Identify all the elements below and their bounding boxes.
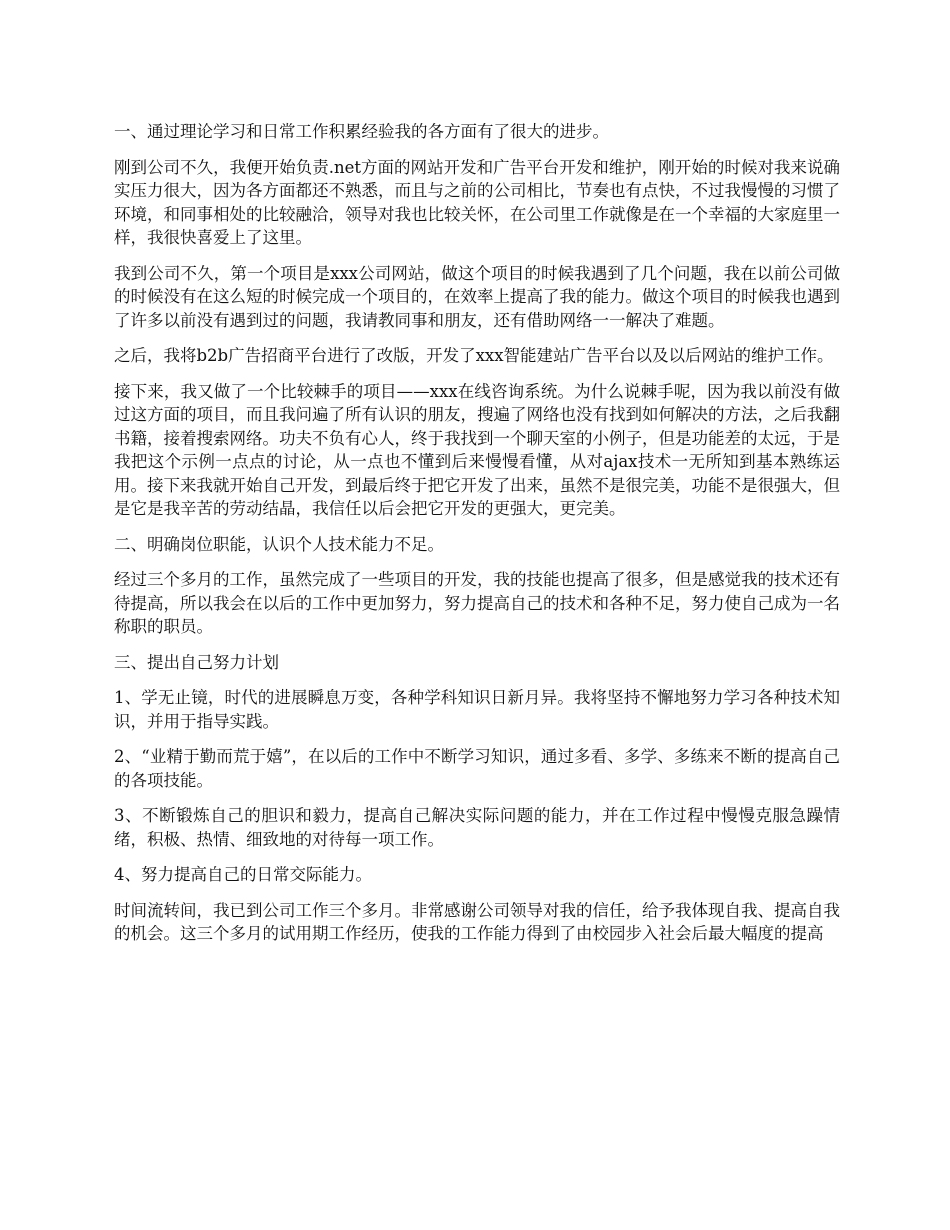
section-heading-3: 三、提出自己努力计划: [114, 652, 279, 672]
closing-paragraph: 时间流转间，我已到公司工作三个多月。非常感谢公司领导对我的信任，给予我体现自我、提高自我的机会。这三个多月的试用期工作经历，使我的工作能力得到了由校园步入社会后最大幅度的提高: [114, 900, 840, 943]
plan-item-4: 4、努力提高自己的日常交际能力。: [114, 865, 372, 884]
paragraph: 刚到公司不久，我便开始负责.net方面的网站开发和广告平台开发和维护，刚开始的时候对我来说确实压力很大，因为各方面都还不熟悉，而且与之前的公司相比，节奏也有点快，不过我慢慢的习惯了环境，和同事相处的比较融洽，领导对我也比较关怀，在公司里工作就像是在一个幸福的大家庭里一样，我很快喜爱上了这里。: [114, 157, 840, 247]
plan-item-1: 1、学无止镜，时代的进展瞬息万变，各种学科知识日新月异。我将坚持不懈地努力学习各种技术知识，并用于指导实践。: [114, 688, 840, 731]
paragraph: 我到公司不久，第一个项目是xxx公司网站，做这个项目的时候我遇到了几个问题，我在以前公司做的时候没有在这么短的时候完成一个项目的，在效率上提高了我的能力。做这个项目的时候我也遇到了许多以前没有遇到过的问题，我请教同事和朋友，还有借助网络一一解决了难题。: [114, 263, 840, 330]
paragraph: 接下来，我又做了一个比较棘手的项目——xxx在线咨询系统。为什么说棘手呢，因为我以前没有做过这方面的项目，而且我问遍了所有认识的朋友，搜遍了网络也没有找到如何解决的方法，之后我翻书籍，接着搜索网络。功夫不负有心人，终于我找到一个聊天室的小例子，但是功能差的太远，于是我把这个示例一点点的讨论，从一点也不懂到后来慢慢看懂，从对ajax技术一无所知到基本熟练运用。接下来我就开始自己开发，到最后终于把它开发了出来，虽然不是很完美，功能不是很强大，但是它是我辛苦的劳动结晶，我信任以后会把它开发的更强大，更完美。: [114, 381, 840, 518]
plan-item-3: 3、不断锻炼自己的胆识和毅力，提高自己解决实际问题的能力，并在工作过程中慢慢克服急躁情绪，积极、热情、细致地的对待每一项工作。: [114, 806, 840, 849]
document-page: [114, 120, 840, 958]
paragraph: 经过三个多月的工作，虽然完成了一些项目的开发，我的技能也提高了很多，但是感觉我的技术还有待提高，所以我会在以后的工作中更加努力，努力提高自己的技术和各种不足，努力使自己成为一名称职的职员。: [114, 570, 840, 636]
section-heading-2: 二、明确岗位职能，认识个人技术能力不足。: [114, 534, 444, 554]
section-heading-1: 一、通过理论学习和日常工作积累经验我的各方面有了很大的进步。: [114, 122, 609, 141]
plan-item-2: 2、“业精于勤而荒于嬉”，在以后的工作中不断学习知识，通过多看、多学、多练来不断的提高自己的各项技能。: [114, 747, 840, 790]
paragraph: 之后，我将b2b广告招商平台进行了改版，开发了xxx智能建站广告平台以及以后网站的维护工作。: [114, 346, 834, 365]
